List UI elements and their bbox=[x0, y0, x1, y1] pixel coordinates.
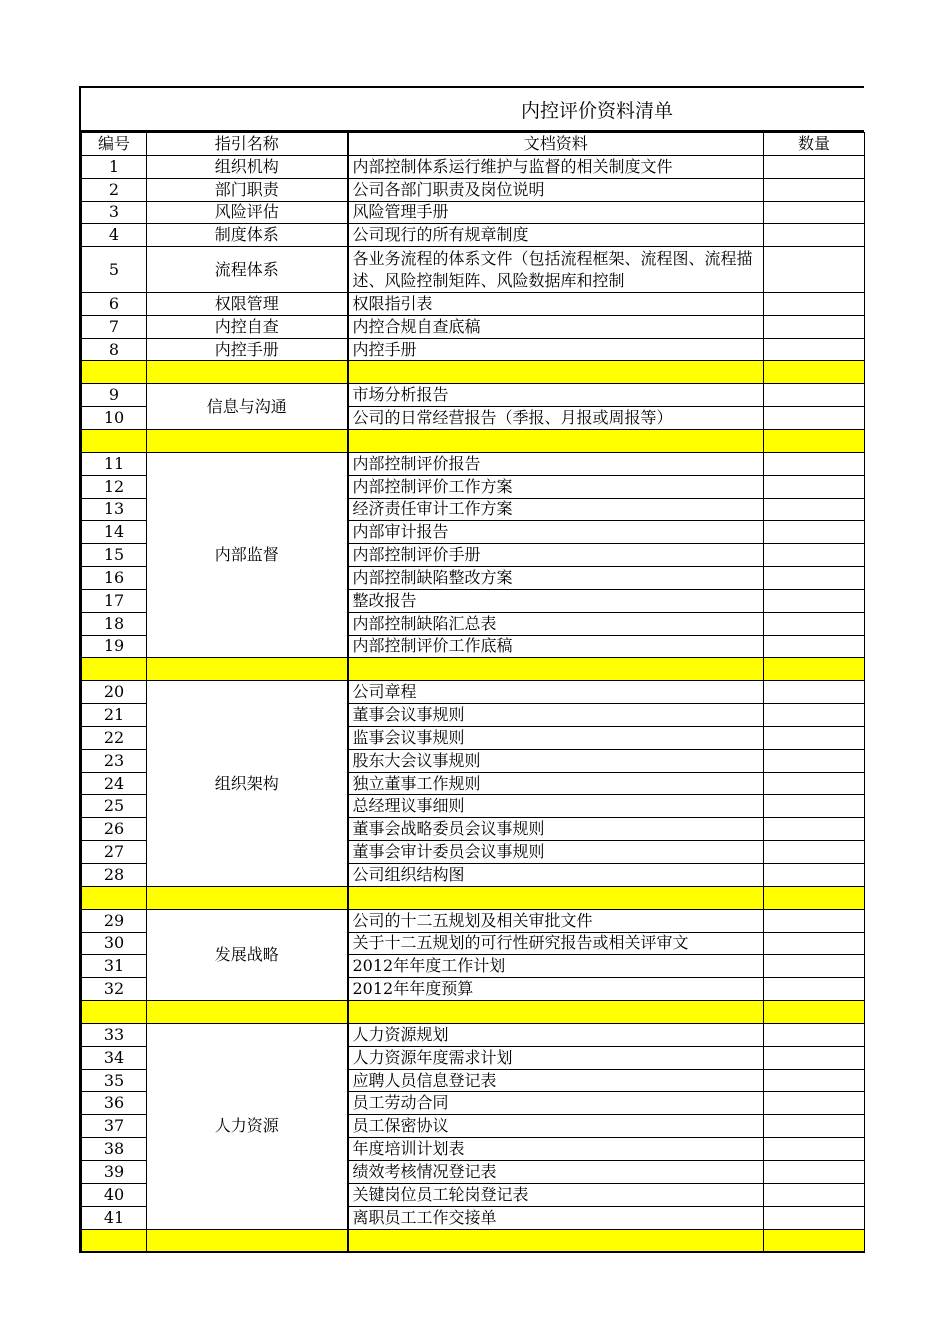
document-name: 关于十二五规划的可行性研究报告或相关评审文 bbox=[348, 932, 764, 955]
quantity-cell bbox=[764, 909, 865, 932]
separator-row bbox=[82, 658, 865, 681]
separator-cell bbox=[82, 361, 147, 384]
row-number: 33 bbox=[82, 1023, 147, 1046]
quantity-cell bbox=[764, 201, 865, 224]
document-name: 权限指引表 bbox=[348, 292, 764, 315]
document-name: 内控合规自查底稿 bbox=[348, 315, 764, 338]
quantity-cell bbox=[764, 635, 865, 658]
document-name: 公司的日常经营报告（季报、月报或周报等） bbox=[348, 407, 764, 430]
quantity-cell bbox=[764, 544, 865, 567]
quantity-cell bbox=[764, 795, 865, 818]
row-number: 2 bbox=[82, 178, 147, 201]
guide-name: 风险评估 bbox=[147, 201, 348, 224]
page-title: 内控评价资料清单 bbox=[521, 100, 674, 122]
document-name: 内部控制评价报告 bbox=[348, 452, 764, 475]
row-number: 20 bbox=[82, 681, 147, 704]
document-name: 整改报告 bbox=[348, 589, 764, 612]
quantity-cell bbox=[764, 178, 865, 201]
separator-row bbox=[82, 1001, 865, 1024]
separator-cell bbox=[348, 658, 764, 681]
separator-cell bbox=[348, 1229, 764, 1252]
quantity-cell bbox=[764, 498, 865, 521]
quantity-cell bbox=[764, 1069, 865, 1092]
separator-cell bbox=[82, 1001, 147, 1024]
row-number: 17 bbox=[82, 589, 147, 612]
guide-name: 组织机构 bbox=[147, 155, 348, 178]
row-number: 8 bbox=[82, 338, 147, 361]
table-row bbox=[82, 247, 865, 293]
separator-cell bbox=[82, 429, 147, 452]
row-number: 31 bbox=[82, 955, 147, 978]
row-number: 3 bbox=[82, 201, 147, 224]
guide-name-5: 人力资源 bbox=[147, 1023, 348, 1229]
document-table bbox=[81, 132, 865, 1253]
document-name: 公司章程 bbox=[348, 681, 764, 704]
quantity-cell bbox=[764, 864, 865, 887]
quantity-cell bbox=[764, 155, 865, 178]
separator-cell bbox=[147, 1001, 348, 1024]
separator-row bbox=[82, 361, 865, 384]
separator-cell bbox=[82, 886, 147, 909]
row-number: 35 bbox=[82, 1069, 147, 1092]
quantity-cell bbox=[764, 338, 865, 361]
row-number: 7 bbox=[82, 315, 147, 338]
document-name: 关键岗位员工轮岗登记表 bbox=[348, 1183, 764, 1206]
separator-cell bbox=[147, 361, 348, 384]
separator-cell bbox=[764, 1001, 865, 1024]
row-number: 24 bbox=[82, 772, 147, 795]
document-name: 内部控制评价手册 bbox=[348, 544, 764, 567]
document-name: 监事会议事规则 bbox=[348, 726, 764, 749]
quantity-cell bbox=[764, 955, 865, 978]
quantity-cell bbox=[764, 1115, 865, 1138]
document-name: 人力资源年度需求计划 bbox=[348, 1046, 764, 1069]
quantity-cell bbox=[764, 315, 865, 338]
document-name: 员工保密协议 bbox=[348, 1115, 764, 1138]
row-number: 1 bbox=[82, 155, 147, 178]
quantity-cell bbox=[764, 407, 865, 430]
document-name: 独立董事工作规则 bbox=[348, 772, 764, 795]
row-number: 11 bbox=[82, 452, 147, 475]
document-name: 各业务流程的体系文件（包括流程框架、流程图、流程描述、风险控制矩阵、风险数据库和控制 bbox=[348, 247, 764, 293]
document-name: 年度培训计划表 bbox=[348, 1138, 764, 1161]
row-number: 5 bbox=[82, 247, 147, 293]
separator-cell bbox=[764, 361, 865, 384]
table-row bbox=[82, 178, 865, 201]
quantity-cell bbox=[764, 247, 865, 293]
quantity-cell bbox=[764, 292, 865, 315]
header-guide: 指引名称 bbox=[147, 133, 348, 156]
row-number: 9 bbox=[82, 384, 147, 407]
quantity-cell bbox=[764, 1160, 865, 1183]
table-row bbox=[82, 155, 865, 178]
table-row bbox=[82, 681, 865, 704]
table-row bbox=[82, 201, 865, 224]
separator-row bbox=[82, 886, 865, 909]
guide-name-2: 内部监督 bbox=[147, 452, 348, 658]
quantity-cell bbox=[764, 521, 865, 544]
header-row bbox=[82, 133, 865, 156]
row-number: 23 bbox=[82, 749, 147, 772]
document-name: 应聘人员信息登记表 bbox=[348, 1069, 764, 1092]
table-row bbox=[82, 909, 865, 932]
separator-cell bbox=[348, 1001, 764, 1024]
quantity-cell bbox=[764, 726, 865, 749]
row-number: 21 bbox=[82, 704, 147, 727]
separator-cell bbox=[764, 886, 865, 909]
quantity-cell bbox=[764, 567, 865, 590]
separator-row bbox=[82, 429, 865, 452]
spreadsheet bbox=[79, 86, 864, 1253]
separator-cell bbox=[764, 658, 865, 681]
row-number: 41 bbox=[82, 1206, 147, 1229]
table-row bbox=[82, 315, 865, 338]
row-number: 13 bbox=[82, 498, 147, 521]
row-number: 30 bbox=[82, 932, 147, 955]
quantity-cell bbox=[764, 681, 865, 704]
row-number: 18 bbox=[82, 612, 147, 635]
header-no: 编号 bbox=[82, 133, 147, 156]
document-name: 内部控制评价工作底稿 bbox=[348, 635, 764, 658]
separator-cell bbox=[147, 658, 348, 681]
document-name: 内控手册 bbox=[348, 338, 764, 361]
separator-cell bbox=[348, 361, 764, 384]
separator-cell bbox=[147, 886, 348, 909]
document-name: 总经理议事细则 bbox=[348, 795, 764, 818]
row-number: 14 bbox=[82, 521, 147, 544]
separator-cell bbox=[147, 429, 348, 452]
document-name: 公司现行的所有规章制度 bbox=[348, 224, 764, 247]
document-name: 董事会战略委员会议事规则 bbox=[348, 818, 764, 841]
row-number: 36 bbox=[82, 1092, 147, 1115]
quantity-cell bbox=[764, 772, 865, 795]
row-number: 10 bbox=[82, 407, 147, 430]
guide-name: 内控自查 bbox=[147, 315, 348, 338]
table-row bbox=[82, 452, 865, 475]
separator-cell bbox=[82, 1229, 147, 1252]
row-number: 26 bbox=[82, 818, 147, 841]
guide-name: 内控手册 bbox=[147, 338, 348, 361]
document-name: 内部控制缺陷汇总表 bbox=[348, 612, 764, 635]
row-number: 15 bbox=[82, 544, 147, 567]
row-number: 34 bbox=[82, 1046, 147, 1069]
row-number: 32 bbox=[82, 978, 147, 1001]
guide-name: 流程体系 bbox=[147, 247, 348, 293]
row-number: 12 bbox=[82, 475, 147, 498]
document-name: 内部控制缺陷整改方案 bbox=[348, 567, 764, 590]
guide-name-1: 信息与沟通 bbox=[147, 384, 348, 430]
quantity-cell bbox=[764, 1183, 865, 1206]
document-name: 董事会审计委员会议事规则 bbox=[348, 841, 764, 864]
document-name: 董事会议事规则 bbox=[348, 704, 764, 727]
separator-cell bbox=[348, 429, 764, 452]
quantity-cell bbox=[764, 1206, 865, 1229]
quantity-cell bbox=[764, 978, 865, 1001]
row-number: 19 bbox=[82, 635, 147, 658]
guide-name: 部门职责 bbox=[147, 178, 348, 201]
row-number: 25 bbox=[82, 795, 147, 818]
document-name: 绩效考核情况登记表 bbox=[348, 1160, 764, 1183]
quantity-cell bbox=[764, 1046, 865, 1069]
separator-cell bbox=[348, 886, 764, 909]
quantity-cell bbox=[764, 704, 865, 727]
row-number: 37 bbox=[82, 1115, 147, 1138]
document-name: 人力资源规划 bbox=[348, 1023, 764, 1046]
document-name: 内部控制体系运行维护与监督的相关制度文件 bbox=[348, 155, 764, 178]
document-name: 员工劳动合同 bbox=[348, 1092, 764, 1115]
header-docs: 文档资料 bbox=[348, 133, 764, 156]
guide-name: 制度体系 bbox=[147, 224, 348, 247]
quantity-cell bbox=[764, 841, 865, 864]
separator-cell bbox=[147, 1229, 348, 1252]
table-row bbox=[82, 292, 865, 315]
table-body bbox=[82, 133, 865, 1252]
table-row bbox=[82, 1023, 865, 1046]
row-number: 38 bbox=[82, 1138, 147, 1161]
document-name: 风险管理手册 bbox=[348, 201, 764, 224]
quantity-cell bbox=[764, 1138, 865, 1161]
separator-cell bbox=[764, 429, 865, 452]
table-row bbox=[82, 384, 865, 407]
quantity-cell bbox=[764, 475, 865, 498]
document-name: 公司的十二五规划及相关审批文件 bbox=[348, 909, 764, 932]
quantity-cell bbox=[764, 224, 865, 247]
separator-cell bbox=[764, 1229, 865, 1252]
row-number: 28 bbox=[82, 864, 147, 887]
row-number: 39 bbox=[82, 1160, 147, 1183]
row-number: 40 bbox=[82, 1183, 147, 1206]
document-name: 内部控制评价工作方案 bbox=[348, 475, 764, 498]
quantity-cell bbox=[764, 932, 865, 955]
row-number: 22 bbox=[82, 726, 147, 749]
guide-name-4: 发展战略 bbox=[147, 909, 348, 1000]
quantity-cell bbox=[764, 612, 865, 635]
guide-name: 权限管理 bbox=[147, 292, 348, 315]
quantity-cell bbox=[764, 1023, 865, 1046]
document-name: 经济责任审计工作方案 bbox=[348, 498, 764, 521]
separator-cell bbox=[82, 658, 147, 681]
document-name: 股东大会议事规则 bbox=[348, 749, 764, 772]
document-name: 离职员工工作交接单 bbox=[348, 1206, 764, 1229]
table-row bbox=[82, 224, 865, 247]
document-name: 2012年年度工作计划 bbox=[348, 955, 764, 978]
document-name: 市场分析报告 bbox=[348, 384, 764, 407]
title-row bbox=[81, 88, 864, 132]
row-number: 6 bbox=[82, 292, 147, 315]
quantity-cell bbox=[764, 1092, 865, 1115]
document-name: 公司组织结构图 bbox=[348, 864, 764, 887]
row-number: 4 bbox=[82, 224, 147, 247]
document-name: 2012年年度预算 bbox=[348, 978, 764, 1001]
row-number: 29 bbox=[82, 909, 147, 932]
guide-name-3: 组织架构 bbox=[147, 681, 348, 887]
separator-row bbox=[82, 1229, 865, 1252]
quantity-cell bbox=[764, 384, 865, 407]
table-row bbox=[82, 338, 865, 361]
quantity-cell bbox=[764, 589, 865, 612]
header-qty: 数量 bbox=[764, 133, 865, 156]
row-number: 16 bbox=[82, 567, 147, 590]
document-name: 内部审计报告 bbox=[348, 521, 764, 544]
document-name: 公司各部门职责及岗位说明 bbox=[348, 178, 764, 201]
quantity-cell bbox=[764, 749, 865, 772]
quantity-cell bbox=[764, 818, 865, 841]
row-number: 27 bbox=[82, 841, 147, 864]
quantity-cell bbox=[764, 452, 865, 475]
